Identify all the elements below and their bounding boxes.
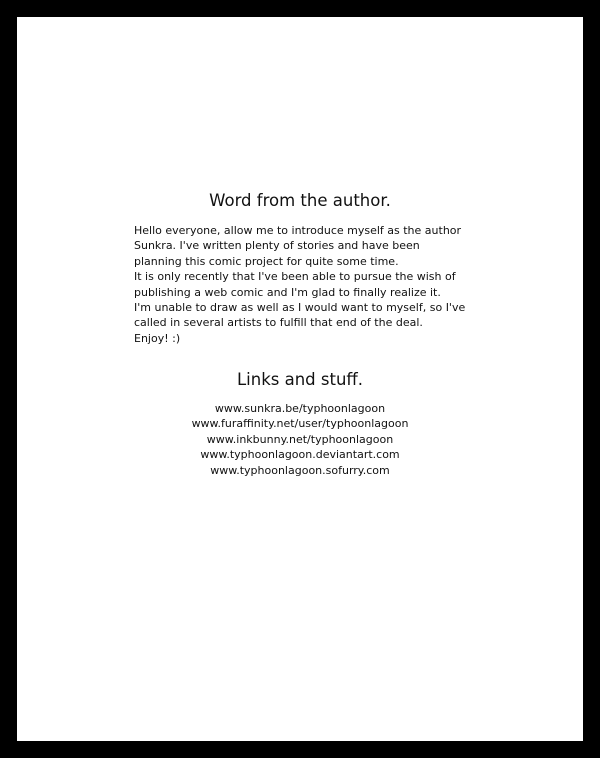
sunkra-link[interactable]: www.sunkra.be/typhoonlagoon	[214, 402, 386, 415]
intro-line: Enjoy! :)	[134, 331, 181, 345]
links-list	[17, 401, 583, 478]
list-item	[17, 432, 583, 447]
intro-line: called in several artists to fulfill that end of the deal.	[134, 316, 423, 330]
list-item	[17, 447, 583, 462]
page	[17, 17, 583, 741]
sofurry-link[interactable]: www.typhoonlagoon.sofurry.com	[210, 463, 390, 477]
furaffinity-link[interactable]: www.furaffinity.net/user/typhoonlagoon	[191, 417, 409, 431]
intro-line: I'm unable to draw as well as I would want to myself, so I've	[134, 301, 466, 315]
deviantart-link[interactable]: www.typhoonlagoon.deviantart.com	[200, 448, 400, 462]
intro-line: publishing a web comic and I'm glad to finally realize it.	[134, 285, 441, 299]
list-item	[17, 416, 583, 431]
links-heading: Links and stuff.	[236, 370, 364, 389]
intro-line: Sunkra. I've written plenty of stories and have been	[134, 239, 420, 253]
intro-line: planning this comic project for quite some time.	[134, 254, 399, 268]
intro-line: It is only recently that I've been able to pursue the wish of	[134, 270, 456, 284]
author-introduction	[134, 223, 464, 346]
intro-line: Hello everyone, allow me to introduce myself as the author	[134, 224, 462, 237]
list-item	[17, 463, 583, 478]
list-item	[17, 401, 583, 416]
word-from-author-heading: Word from the author.	[209, 191, 391, 210]
inkbunny-link[interactable]: www.inkbunny.net/typhoonlagoon	[206, 432, 394, 446]
